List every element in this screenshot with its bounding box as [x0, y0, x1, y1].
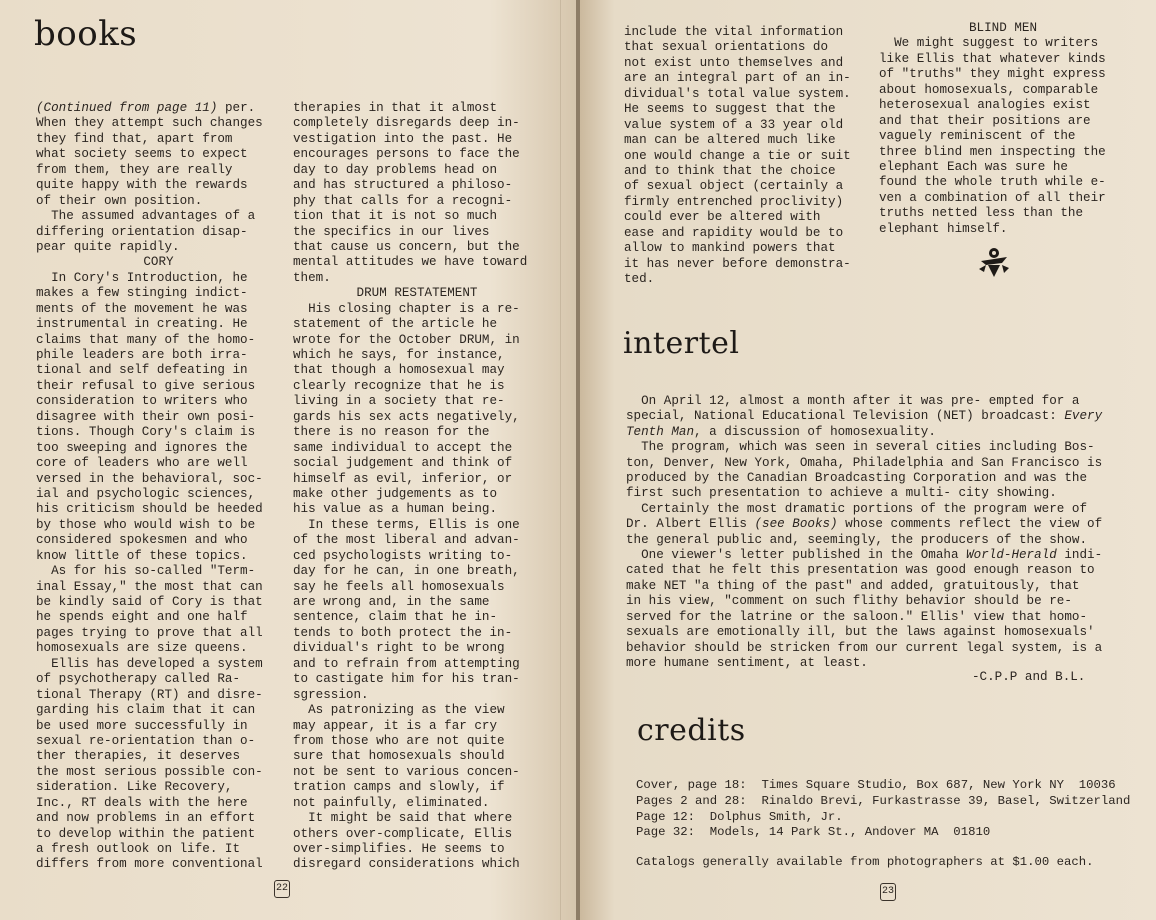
- text-line: When they attempt such changes: [36, 116, 263, 131]
- text-line: [626, 548, 1102, 563]
- text-line: sure that homosexuals should: [293, 749, 505, 764]
- text-line: [626, 563, 1102, 578]
- text-fragment: On April 12, almost a month after it was pre- empted for a: [626, 394, 1080, 408]
- text-line: like Ellis that whatever kinds: [879, 51, 1106, 66]
- text-fragment: sexuals are emotionally ill, but the laws against homosexuals': [626, 625, 1095, 640]
- text-line: completely disregards deep in-: [293, 116, 520, 131]
- text-fragment: The program, which was seen in several cities including Bos-: [626, 440, 1095, 455]
- text-line: [626, 533, 1102, 548]
- text-line: others over-complicate, Ellis: [293, 826, 513, 841]
- text-line: one would change a tie or suit: [624, 148, 851, 163]
- text-line: include the vital information: [624, 25, 844, 39]
- text-line: ven a combination of all their: [879, 190, 1106, 205]
- text-line: clearly recognize that he is: [293, 378, 505, 393]
- text-fragment: in his view, "comment on such flithy behavior should be re-: [626, 594, 1072, 609]
- text-fragment: Dr. Albert Ellis: [626, 517, 755, 532]
- italic-text: (see Books): [754, 517, 838, 532]
- text-line: Ellis has developed a system: [36, 656, 263, 671]
- text-line: ments of the movement he was: [36, 301, 248, 316]
- text-line: their refusal to give serious: [36, 378, 256, 393]
- text-line: mental attitudes we have toward: [293, 255, 528, 270]
- text-line: pages trying to prove that all: [36, 625, 263, 640]
- text-line: of their own position.: [36, 193, 203, 208]
- text-line: inal Essay," the most that can: [36, 579, 263, 594]
- text-line: wrote for the October DRUM, in: [293, 332, 520, 347]
- text-column-3: [624, 25, 866, 287]
- text-line: disagree with their own posi-: [36, 409, 256, 424]
- text-line: statement of the article he: [293, 317, 498, 332]
- text-line: of the most liberal and advan-: [293, 533, 520, 548]
- text-line: [626, 641, 1102, 656]
- text-line: are an integral part of an in-: [624, 71, 851, 86]
- text-line: heterosexual analogies exist: [879, 98, 1091, 113]
- text-line: the most serious possible con-: [36, 764, 263, 779]
- text-fragment: special, National Educational Television (NET) broadcast:: [626, 409, 1065, 424]
- text-line: it has never before demonstra-: [624, 256, 851, 271]
- intertel-article: [626, 394, 1102, 671]
- text-line: sgression.: [293, 687, 369, 702]
- text-line: As for his so-called "Term-: [36, 564, 256, 579]
- text-line: dividual's right to be wrong: [293, 641, 505, 656]
- text-line: elephant himself.: [879, 221, 1008, 236]
- section-title-intertel: intertel: [623, 326, 740, 361]
- text-line: [626, 517, 1102, 532]
- text-fragment: produced by the Canadian Broadcasting Corporation and was the: [626, 471, 1088, 486]
- text-line: [626, 625, 1102, 640]
- text-line: social judgement and think of: [293, 456, 513, 471]
- text-line: core of leaders who are well: [36, 456, 248, 471]
- text-line: tions. Though Cory's claim is: [36, 425, 256, 440]
- text-line: therapies in that it almost: [293, 101, 498, 115]
- text-line: them.: [293, 270, 331, 285]
- text-line: and that their positions are: [879, 113, 1091, 128]
- section-title-credits: credits: [637, 713, 746, 748]
- text-fragment: , a discussion of homosexuality.: [694, 424, 936, 439]
- text-line: [626, 471, 1102, 486]
- text-line: day for he can, in one breath,: [293, 564, 520, 579]
- text-line: not painfully, eliminated.: [293, 795, 490, 810]
- text-line: The assumed advantages of a: [36, 209, 256, 224]
- text-column-2: [293, 101, 541, 873]
- text-line: a fresh outlook on life. It: [36, 842, 241, 856]
- text-line: say he feels all homosexuals: [293, 579, 505, 594]
- credit-line: Pages 2 and 28: Rinaldo Brevi, Furkastrasse 39, Basel, Switzerland: [636, 793, 1131, 808]
- text-line: and to think that the choice: [624, 163, 836, 178]
- right-page: [580, 0, 1156, 920]
- text-fragment: ton, Denver, New York, Omaha, Philadelphia and San Francisco is: [626, 455, 1103, 470]
- text-line: tion that it is not so much: [293, 209, 498, 224]
- credits-list: [636, 778, 1130, 841]
- logo-icon: [976, 244, 1012, 280]
- text-line: ted.: [624, 272, 655, 286]
- text-line: He seems to suggest that the: [624, 102, 836, 117]
- text-line: his criticism should be heeded: [36, 502, 263, 517]
- text-line: firmly entrenched proclivity): [624, 194, 844, 209]
- page-number-22: 22: [274, 880, 290, 898]
- text-line: three blind men inspecting the: [879, 144, 1106, 159]
- italic-text: World-Herald: [966, 548, 1057, 563]
- text-line: what society seems to expect: [36, 147, 248, 162]
- text-line: vaguely reminiscent of the: [879, 129, 1076, 144]
- text-line: In Cory's Introduction, he: [36, 270, 248, 285]
- text-column-4: [879, 21, 1127, 237]
- text-line: dividual's total value system.: [624, 86, 851, 101]
- text-line: may appear, it is a far cry: [293, 718, 498, 733]
- text-line: [626, 409, 1102, 424]
- text-line: are wrong and, in the same: [293, 595, 490, 609]
- text-line: differing orientation disap-: [36, 224, 248, 239]
- text-line: vestigation into the past. He: [293, 131, 513, 146]
- subheading: DRUM RESTATEMENT: [356, 286, 478, 301]
- text-line: tration camps and slowly, if: [293, 780, 505, 795]
- text-line: of sexual object (certainly a: [624, 179, 844, 194]
- text-line: of psychotherapy called Ra-: [36, 672, 241, 687]
- text-line: [36, 101, 281, 116]
- text-line: sentence, claim that he in-: [293, 610, 498, 625]
- text-line: sexual re-orientation than o-: [36, 733, 256, 748]
- text-line: sideration. Like Recovery,: [36, 780, 233, 795]
- text-line: ease and rapidity would be to: [624, 225, 844, 240]
- section-title-books: books: [34, 14, 138, 54]
- text-line: man can be altered much like: [624, 133, 836, 148]
- text-line: to castigate him for his tran-: [293, 672, 520, 687]
- text-line: he spends eight and one half: [36, 610, 248, 625]
- text-line: phy that calls for a recogni-: [293, 193, 513, 208]
- text-line: that cause us concern, but the: [293, 239, 520, 254]
- text-line: considered spokesmen and who: [36, 533, 248, 548]
- left-page: [0, 0, 576, 920]
- italic-text: Every: [1064, 409, 1103, 424]
- text-line: In these terms, Ellis is one: [293, 517, 520, 532]
- text-line: about homosexuals, comparable: [879, 82, 1099, 97]
- text-line: [626, 425, 1102, 440]
- text-line: As patronizing as the view: [293, 703, 505, 718]
- italic-text: Tenth Man: [626, 424, 695, 439]
- text-line: ced psychologists writing to-: [293, 548, 513, 563]
- text-line: tional Therapy (RT) and disre-: [36, 687, 263, 702]
- credit-line: Page 32: Models, 14 Park St., Andover MA 01810: [636, 825, 991, 840]
- text-line: elephant Each was sure he: [879, 159, 1068, 174]
- text-fragment: indi-: [1056, 548, 1103, 563]
- text-column-1: [36, 101, 281, 873]
- text-line: disregard considerations which: [293, 857, 520, 872]
- credits-footer: Catalogs generally available from photographers at $1.00 each.: [636, 855, 1094, 869]
- text-line: [626, 456, 1102, 471]
- text-line: differs from more conventional: [36, 857, 263, 872]
- text-line: be kindly said of Cory is that: [36, 595, 263, 609]
- text-line: from those who are not quite: [293, 733, 505, 748]
- text-line: be used more successfully in: [36, 718, 248, 733]
- text-line: that though a homosexual may: [293, 363, 505, 378]
- subheading: BLIND MEN: [968, 21, 1038, 35]
- text-line: allow to mankind powers that: [624, 241, 836, 256]
- text-line: [626, 594, 1102, 609]
- text-line: over-simplifies. He seems to: [293, 842, 505, 856]
- credit-line: Page 12: Dolphus Smith, Jr.: [636, 809, 843, 824]
- subheading: CORY: [143, 255, 174, 270]
- text-fragment: make NET "a thing of the past" and added, gratuitously, that: [626, 578, 1080, 593]
- text-line: of "truths" they might express: [879, 67, 1106, 82]
- text-line: [626, 656, 1102, 671]
- text-line: living in a society that re-: [293, 394, 505, 409]
- text-line: ther therapies, it deserves: [36, 749, 241, 764]
- text-line: homosexuals are size queens.: [36, 641, 248, 656]
- text-line: Inc., RT deals with the here: [36, 795, 248, 810]
- text-line: We might suggest to writers: [879, 36, 1099, 51]
- text-line: [626, 579, 1102, 594]
- text-line: there is no reason for the: [293, 425, 490, 440]
- text-line: and has structured a philoso-: [293, 178, 513, 193]
- text-line: phile leaders are both irra-: [36, 348, 248, 362]
- text-line: instrumental in creating. He: [36, 317, 248, 332]
- credit-line: Cover, page 18: Times Square Studio, Box 687, New York NY 10036: [636, 778, 1116, 792]
- text-line: tends to both protect the in-: [293, 625, 513, 640]
- text-line: truths netted less than the: [879, 206, 1084, 221]
- text-fragment: behavior should be stricken from our current legal system, is a: [626, 640, 1103, 655]
- text-line: claims that many of the homo-: [36, 332, 256, 347]
- page-number-23: 23: [880, 883, 896, 901]
- text-line: know little of these topics.: [36, 548, 248, 563]
- text-line: by those who would wish to be: [36, 517, 256, 532]
- text-line: they find that, apart from: [36, 131, 233, 146]
- text-line: encourages persons to face the: [293, 147, 520, 162]
- text-line: same individual to accept the: [293, 440, 513, 455]
- text-line: found the whole truth while e-: [879, 175, 1106, 190]
- text-line: value system of a 33 year old: [624, 117, 844, 132]
- text-fragment: served for the latrine or the saloon." Ellis' view that homo-: [626, 609, 1088, 624]
- text-line: make other judgements as to: [293, 486, 498, 501]
- text-line: It might be said that where: [293, 811, 513, 826]
- text-fragment: first such presentation to achieve a multi- city showing.: [626, 486, 1057, 501]
- text-line: makes a few stinging indict-: [36, 286, 248, 301]
- text-line: too sweeping and ignores the: [36, 440, 248, 455]
- text-line: His closing chapter is a re-: [293, 301, 520, 316]
- italic-text: (Continued from page 11): [36, 101, 218, 115]
- text-line: which he says, for instance,: [293, 348, 505, 362]
- text-line: versed in the behavioral, soc-: [36, 471, 263, 486]
- text-fragment: more humane sentiment, at least.: [626, 655, 868, 670]
- text-fragment: Certainly the most dramatic portions of the program were of: [626, 501, 1088, 516]
- text-line: pear quite rapidly.: [36, 239, 180, 254]
- text-fragment: the general public and, seemingly, the producers of the show.: [626, 532, 1088, 547]
- text-line: and to refrain from attempting: [293, 656, 520, 671]
- text-line: [626, 610, 1102, 625]
- text-line: quite happy with the rewards: [36, 178, 248, 193]
- text-line: himself as evil, inferior, or: [293, 471, 513, 486]
- text-line: [626, 486, 1102, 501]
- text-line: gards his sex acts negatively,: [293, 409, 520, 424]
- text-line: [626, 440, 1102, 455]
- text-line: from them, they are really: [36, 162, 233, 177]
- text-line: day to day problems head on: [293, 162, 498, 177]
- text-line: not be sent to various concen-: [293, 764, 520, 779]
- text-line: the specifics in our lives: [293, 224, 490, 239]
- text-line: tional and self defeating in: [36, 363, 248, 378]
- intertel-signature: -C.P.P and B.L.: [972, 670, 1086, 684]
- text-line: to develop within the patient: [36, 826, 256, 841]
- text-line: [626, 394, 1102, 409]
- text-fragment: cated that he felt this presentation was good enough reason to: [626, 563, 1095, 578]
- text-line: consideration to writers who: [36, 394, 248, 409]
- text-line: garding his claim that it can: [36, 703, 256, 718]
- text-fragment: per.: [217, 101, 256, 115]
- text-line: that sexual orientations do: [624, 40, 829, 55]
- text-fragment: whose comments reflect the view of: [837, 517, 1103, 532]
- text-line: ial and psychologic sciences,: [36, 486, 256, 501]
- text-line: could ever be altered with: [624, 210, 821, 225]
- text-fragment: One viewer's letter published in the Omaha: [626, 548, 967, 563]
- text-line: not exist unto themselves and: [624, 55, 844, 70]
- text-line: his value as a human being.: [293, 502, 498, 517]
- text-line: and now problems in an effort: [36, 811, 256, 826]
- text-line: [626, 502, 1102, 517]
